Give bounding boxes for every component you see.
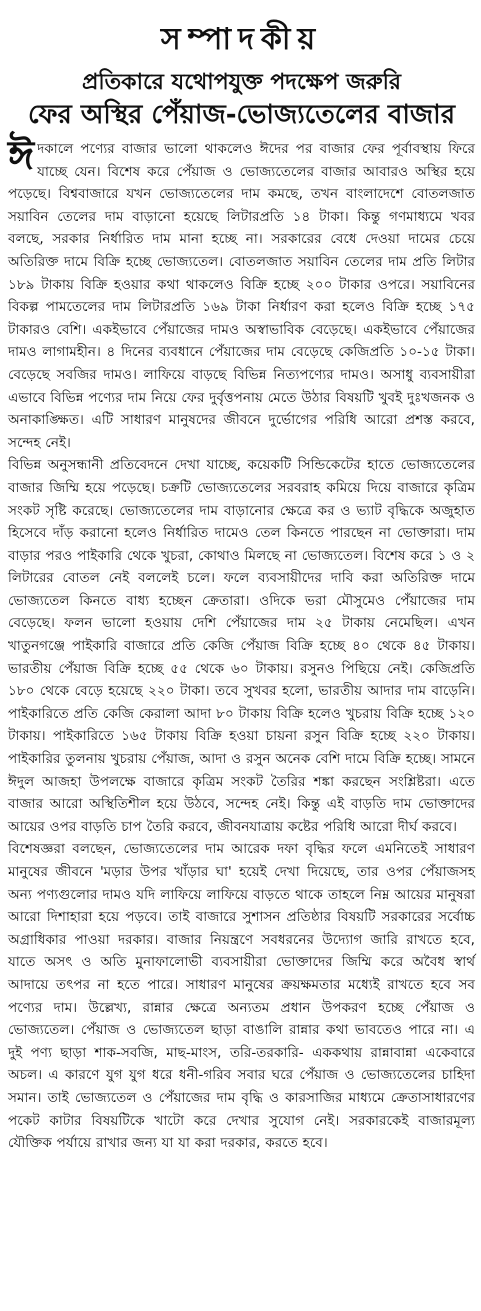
paragraph-1-text: দকালে পণ্যের বাজার ভালো থাকলেও ঈদের পর বাজার ফের পূর্বাবস্থায় ফিরে যাচ্ছে যেন। বিশেষ করে পেঁয়াজ ও ভোজ্যতেলের বাজার আবারও অস্থির হয়ে পড়েছে। বিশ্ববাজারে যখন ভোজ্যতেলের দাম কমছে, তখন বাংলাদেশে বোতলজাত সয়াবিন তেলের দাম বাড়ানো হয়েছে লিটারপ্রতি ১৪ টাকা। কিন্তু গণমাধ্যমে খবর বলছে, সরকার নির্ধারিত দাম মানা হচ্ছে না। সরকারের বেধে দেওয়া দামের চেয়ে অতিরিক্ত দামে বিক্রি হচ্ছে ভোজ্যতেল। বোতলজাত সয়াবিন তেলের দাম প্রতি লিটার ১৮৯ টাকায় বিক্রি হওয়ার কথা থাকলেও বিক্রি হচ্ছে ২০০ টাকার ওপরে। সয়াবিনের বিকল্প পামতেলের দাম লিটারপ্রতি ১৬৯ টাকা নির্ধারণ করা হলেও বিক্রি হচ্ছে ১৭৫ টাকারও বেশি। একইভাবে পেঁয়াজের দামও অস্বাভাবিক বেড়েছে। একইভাবে পেঁয়াজের দামও লাগামহীন। ৪ দিনের ব্যবধানে পেঁয়াজের দাম বেড়েছে কেজিপ্রতি ১০-১৫ টাকা। বেড়েছে সবজির দামও। লাফিয়ে বাড়ছে বিভিন্ন নিত্যপণ্যের দামও। অসাধু ব্যবসায়ীরা এভাবে বিভিন্ন পণ্যের দাম নিয়ে ফের দুর্বৃত্তপনায় মেতে উঠার বিষয়টি খুবই দুঃখজনক ও অনাকাঙ্ক্ষিত। এটি সাধারণ মানুষদের জীবনে দুর্ভোগের পরিধি আরো প্রশস্ত করবে, সন্দেহ নেই।	[8, 141, 475, 451]
article-paragraph-3: বিশেষজ্ঞরা বলছেন, ভোজ্যতেলের দাম আরেক দফা বৃদ্ধির ফলে এমনিতেই সাধারণ মানুষের জীবনে 'মড়ার উপর খাঁড়ার ঘা' হয়েই দেখা দিয়েছে, তার ওপর পেঁয়াজসহ অন্য পণ্যগুলোর দামও যদি লাফিয়ে লাফিয়ে বাড়তে থাকে তাহলে নিম্ন আয়ের মানুষরা আরো দিশাহারা হয়ে পড়বে। তাই বাজারে সুশাসন প্রতিষ্ঠার বিষয়টি সরকারের সর্বোচ্চ অগ্রাধিকার পাওয়া দরকার। বাজার নিয়ন্ত্রণে সবধরনের উদ্যোগ জারি রাখতে হবে, যাতে অসৎ ও অতি মুনাফালোভী ব্যবসায়ীরা ভোক্তাদের জিম্মি করে অবৈধ স্বার্থ আদায়ে তৎপর না হতে পারে। সাধারণ মানুষের ক্রয়ক্ষমতার মধ্যেই রাখতে হবে সব পণ্যের দাম। উল্লেখ্য, রান্নার ক্ষেত্রে অন্যতম প্রধান উপকরণ হচ্ছে পেঁয়াজ ও ভোজ্যতেল। পেঁয়াজ ও ভোজ্যতেল ছাড়া বাঙালি রান্নার কথা ভাবতেও পারে না। এ দুই পণ্য ছাড়া শাক-সবজি, মাছ-মাংস, তরি-তরকারি- এককথায় রান্নাবান্না একেবারে অচল। এ কারণে যুগ যুগ ধরে ধনী-গরিব সবার ঘরে পেঁয়াজ ও ভোজ্যতেলের চাহিদা সমান। তাই ভোজ্যতেল ও পেঁয়াজের দাম বৃদ্ধি ও কারসাজির মাধ্যমে ক্রেতাসাধারণের পকেট কাটার বিষয়টিকে খাটো করে দেখার সুযোগ নেই। সরকারকেই বাজারমূল্য যৌক্তিক পর্যায়ে রাখার জন্য যা যা করা দরকার, করতে হবে।	[8, 841, 475, 1152]
article-subhead: প্রতিকারে যথোপযুক্ত পদক্ষেপ জরুরি	[81, 70, 402, 95]
article-headline: ফের অস্থির পেঁয়াজ-ভোজ্যতেলের বাজার	[27, 100, 456, 130]
drop-cap: ঈ	[8, 133, 35, 179]
section-title: সম্পাদকীয়	[160, 22, 323, 57]
article-paragraph-2: বিভিন্ন অনুসন্ধানী প্রতিবেদনে দেখা যাচ্ছে, কয়েকটি সিন্ডিকেটের হাতে ভোজ্যতেলের বাজার জিম্মি হয়ে পড়েছে। চক্রটি ভোজ্যতেলের সরবরাহ কমিয়ে দিয়ে বাজারে কৃত্রিম সংকট সৃষ্টি করেছে। ভোজ্যতেলের দাম বাড়ানোর ক্ষেত্রে কর ও ভ্যাট বৃদ্ধিকে অজুহাত হিসেবে দাঁড় করানো হলেও নির্ধারিত দামেও তেল কিনতে পারছেন না ভোক্তারা। দাম বাড়ার পরও পাইকারি থেকে খুচরা, কোথাও মিলছে না ভোজ্যতেল। বিশেষ করে ১ ও ২ লিটারের বোতল নেই বললেই চলে। ফলে ব্যবসায়ীদের দাবি করা অতিরিক্ত দামে ভোজ্যতেল কিনতে বাধ্য হচ্ছেন ক্রেতারা। ওদিকে ভরা মৌসুমেও পেঁয়াজের দাম বেড়েছে। ফলন ভালো হওয়ায় দেশি পেঁয়াজের দাম ২৫ টাকায় নেমেছিল। এখন খাতুনগঞ্জে পাইকারি বাজারে প্রতি কেজি পেঁয়াজ বিক্রি হচ্ছে ৪০ থেকে ৪৫ টাকায়। ভারতীয় পেঁয়াজ বিক্রি হচ্ছে ৫৫ থেকে ৬০ টাকায়। রসুনও পিছিয়ে নেই। কেজিপ্রতি ১৮০ থেকে বেড়ে হয়েছে ২২০ টাকা। তবে সুখবর হলো, ভারতীয় আদার দাম বাড়েনি। পাইকারিতে প্রতি কেজি কেরালা আদা ৮০ টাকায় বিক্রি হলেও খুচরায় বিক্রি হচ্ছে ১২০ টাকায়। পাইকারিতে ১৬৫ টাকায় বিক্রি হওয়া চায়না রসুন বিক্রি হচ্ছে ২২০ টাকায়। পাইকারির তুলনায় খুচরায় পেঁয়াজ, আদা ও রসুন অনেক বেশি দামে বিক্রি হচ্ছে। সামনে ঈদুল আজহা উপলক্ষে বাজারে কৃত্রিম সংকট তৈরির শঙ্কা করছেন সংশ্লিষ্টরা। এতে বাজার আরো অস্থিতিশীল হয়ে উঠবে, সন্দেহ নেই। কিন্তু এই বাড়তি দাম ভোক্তাদের আয়ের ওপর বাড়তি চাপ তৈরি করবে, জীবনযাত্রায় কষ্টের পরিধি আরো দীর্ঘ করবে।	[8, 457, 475, 835]
article-paragraph-1	[8, 133, 475, 454]
